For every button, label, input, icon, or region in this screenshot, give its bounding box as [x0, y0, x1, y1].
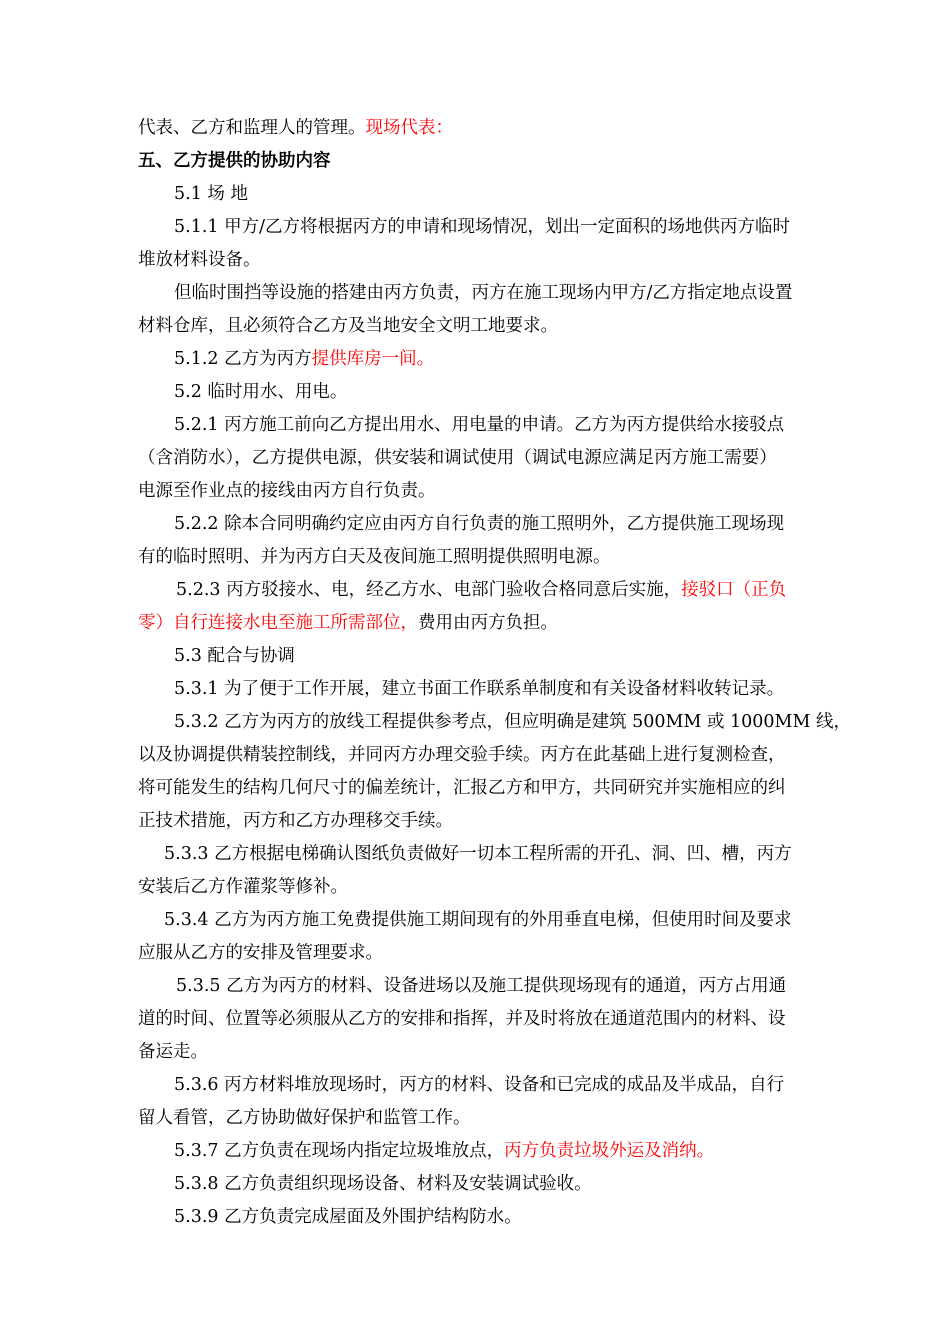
text-line: 电源至作业点的接线由丙方自行负责。 — [138, 481, 436, 501]
text-line: 5.3.8 乙方负责组织现场设备、材料及安装调试验收。 — [174, 1174, 592, 1194]
text-line: 留人看管，乙方协助做好保护和监管工作。 — [138, 1108, 471, 1128]
subsection-heading: 5.2 临时用水、用电。 — [174, 382, 348, 402]
text-line: 5.3.6 丙方材料堆放现场时，丙方的材料、设备和已完成的成品及半成品，自行 — [174, 1075, 785, 1095]
text-line: 将可能发生的结构几何尺寸的偏差统计，汇报乙方和甲方，共同研究并实施相应的纠 — [138, 778, 786, 798]
section-heading: 五、乙方提供的协助内容 — [138, 151, 331, 171]
text-line: 5.1.2 乙方为丙方提供库房一间。 — [174, 349, 435, 369]
text-line: 5.2.3 丙方驳接水、电，经乙方水、电部门验收合格同意后实施，接驳口（正负 — [176, 580, 787, 600]
text-line: 5.1.1 甲方/乙方将根据丙方的申请和现场情况，划出一定面积的场地供丙方临时 — [174, 217, 790, 237]
text-line: 5.3.1 为了便于工作开展，建立书面工作联系单制度和有关设备材料收转记录。 — [174, 679, 785, 699]
subsection-heading: 5.3 配合与协调 — [174, 646, 295, 666]
text-line: 5.3.2 乙方为丙方的放线工程提供参考点，但应明确是建筑 500MM 或 1000MM 线， — [174, 712, 851, 732]
text-line: 以及协调提供精装控制线，并同丙方办理交验手续。丙方在此基础上进行复测检查， — [138, 745, 786, 765]
text-line: 有的临时照明、并为丙方白天及夜间施工照明提供照明电源。 — [138, 547, 611, 567]
text-line: 5.2.1 丙方施工前向乙方提出用水、用电量的申请。乙方为丙方提供给水接驳点 — [174, 415, 785, 435]
text-line: 代表、乙方和监理人的管理。现场代表： — [138, 118, 453, 138]
text-line: 道的时间、位置等必须服从乙方的安排和指挥，并及时将放在通道范围内的材料、设 — [138, 1009, 786, 1029]
text-line: 正技术措施，丙方和乙方办理移交手续。 — [138, 811, 453, 831]
text-line: 安装后乙方作灌浆等修补。 — [138, 877, 348, 897]
text-line: 备运走。 — [138, 1042, 208, 1062]
text-line: 5.3.4 乙方为丙方施工免费提供施工期间现有的外用垂直电梯，但使用时间及要求 — [164, 910, 792, 930]
text-line: 5.3.3 乙方根据电梯确认图纸负责做好一切本工程所需的开孔、洞、凹、槽，丙方 — [164, 844, 792, 864]
text-line: 零）自行连接水电至施工所需部位，费用由丙方负担。 — [138, 613, 558, 633]
text-line: 5.3.7 乙方负责在现场内指定垃圾堆放点，丙方负责垃圾外运及消纳。 — [174, 1141, 715, 1161]
text-line: 5.3.9 乙方负责完成屋面及外围护结构防水。 — [174, 1207, 522, 1227]
subsection-heading: 5.1 场 地 — [174, 184, 248, 204]
text-line: 应服从乙方的安排及管理要求。 — [138, 943, 383, 963]
text-line: 材料仓库，且必须符合乙方及当地安全文明工地要求。 — [138, 316, 558, 336]
text-line: 5.3.5 乙方为丙方的材料、设备进场以及施工提供现场现有的通道，丙方占用通 — [176, 976, 787, 996]
text-line: （含消防水），乙方提供电源，供安装和调试使用（调试电源应满足丙方施工需要） — [138, 448, 777, 468]
text-line: 但临时围挡等设施的搭建由丙方负责，丙方在施工现场内甲方/乙方指定地点设置 — [174, 283, 793, 303]
text-line: 堆放材料设备。 — [138, 250, 261, 270]
text-line: 5.2.2 除本合同明确约定应由丙方自行负责的施工照明外，乙方提供施工现场现 — [174, 514, 785, 534]
